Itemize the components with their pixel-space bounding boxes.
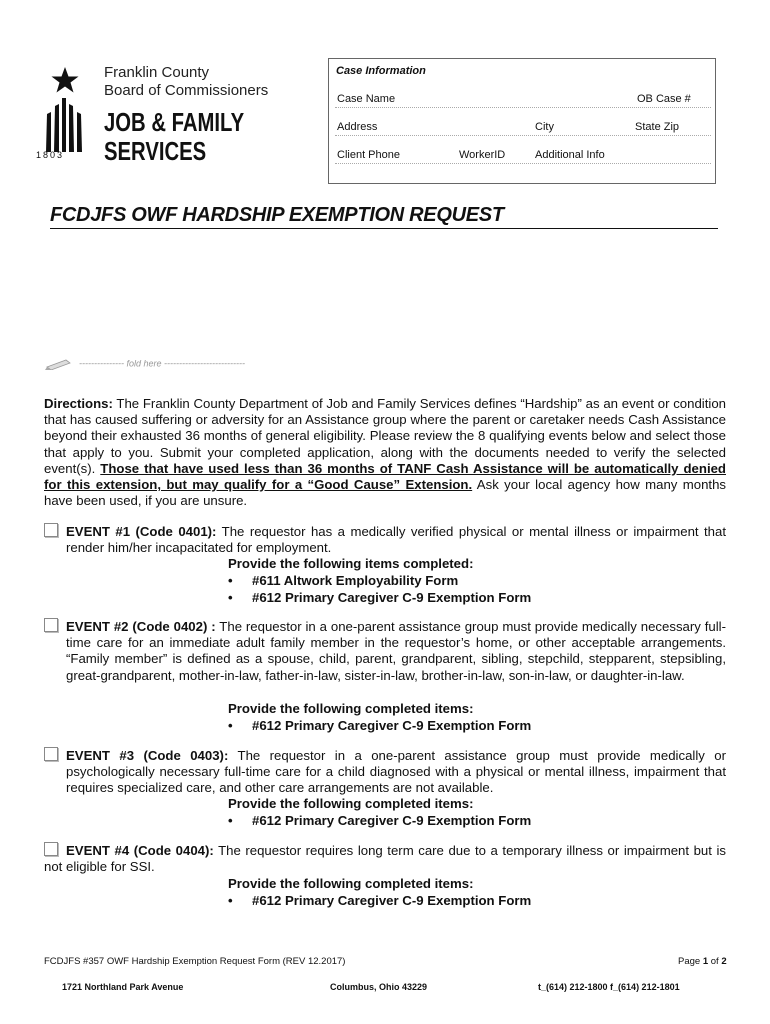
directions-paragraph: Directions: The Franklin County Department of Job and Family Services defines “Hardship” as an event or condition that has caused suffering or adversity for an Assistance group where the parent or caretaker needs Cash Assistance beyond their exhausted 36 months of general eligibility. Please review the 8 qualifying events below and select those that apply to you. Submit your completed application, along with the documents needed to verify the selected event(s). Those that have used less than 36 months of TANF Cash Assistance will be automatically denied for this extension, but may qualify for a “Good Cause” Extension. Ask your local agency how many months have been used, if you are unsure. <box>44 396 726 509</box>
logo-year: 1803 <box>36 150 65 160</box>
additional-info-label: Additional Info <box>535 149 605 161</box>
address-label: Address <box>337 121 378 133</box>
event-2-checkbox[interactable] <box>44 618 58 632</box>
event-4-provide: Provide the following completed items: <box>228 876 474 891</box>
event-3: EVENT #3 (Code 0403): The requestor in a one-parent assistance group must provide medically or psychologically necessary full-time care for a child diagnosed with a physical or mental illness, impairment that requires specialized care, and other care arrangements are not available. <box>44 747 726 797</box>
footer-page-number: Page 1 of 2 <box>678 956 727 967</box>
event-2: EVENT #2 (Code 0402) : The requestor in a one-parent assistance group must provide medically necessary full-time care for an immediate adult family member in the requestor’s home, or other acceptable arrangements. “Family member” is defined as a spouse, child, parent, grandparent, sibling, stepchild, stepparent, stepsibling, great-grandparent, mother-in-law, father-in-law, sister-in-law, brother-in-law, son-in-law, or daughter-in-law. <box>44 618 726 684</box>
state-zip-label: State Zip <box>635 121 680 133</box>
address-row[interactable] <box>335 119 711 136</box>
worker-id-label: WorkerID <box>459 149 506 161</box>
event-1: EVENT #1 (Code 0401): The requestor has a medically verified physical or mental illness or impairment that render him/her incapacitated for employment. <box>44 523 726 556</box>
event-2-item-1: • #612 Primary Caregiver C-9 Exemption Form <box>228 718 532 733</box>
city-label: City <box>535 121 554 133</box>
pencil-icon <box>44 358 74 370</box>
logo-agency-name: JOB & FAMILY SERVICES <box>104 107 245 166</box>
footer-address: 1721 Northland Park Avenue <box>62 982 184 992</box>
star-icon <box>50 66 80 94</box>
case-info-heading: Case Information <box>336 65 426 77</box>
event-3-checkbox[interactable] <box>44 747 58 761</box>
denial-notice: Those that have used less than 36 months of TANF Cash Assistance will be automatically denied for this extension, but may qualify for a “Good Cause” Extension. <box>44 460 726 493</box>
footer-city: Columbus, Ohio 43229 <box>330 982 428 992</box>
event-3-item-1: • #612 Primary Caregiver C-9 Exemption Form <box>228 813 532 828</box>
logo-county-name: Franklin County Board of Commissioners <box>104 64 269 99</box>
directions-label: Directions: <box>44 396 113 411</box>
footer-form-id: FCDJFS #357 OWF Hardship Exemption Request Form (REV 12.2017) <box>44 956 346 967</box>
event-1-item-1: • #611 Altwork Employability Form <box>228 573 459 588</box>
fold-here-text: fold here <box>126 358 162 369</box>
courthouse-pillars-logo <box>44 96 84 152</box>
event-4-checkbox[interactable] <box>44 842 58 856</box>
case-name-label: Case Name <box>337 93 396 105</box>
client-phone-label: Client Phone <box>337 149 400 161</box>
fold-line: --------------- fold here --------------------------- <box>44 358 245 370</box>
form-title: FCDJFS OWF HARDSHIP EXEMPTION REQUEST <box>50 204 718 229</box>
phone-row[interactable] <box>335 147 711 164</box>
footer-phone: t_(614) 212-1800 f_(614) 212-1801 <box>538 982 680 992</box>
event-4-item-1: • #612 Primary Caregiver C-9 Exemption Form <box>228 893 532 908</box>
event-3-provide: Provide the following completed items: <box>228 796 474 811</box>
event-4: EVENT #4 (Code 0404): The requestor requires long term care due to a temporary illness or impairment but is not eligible for SSI. <box>44 843 726 875</box>
event-1-provide: Provide the following items completed: <box>228 556 474 571</box>
case-information-box <box>328 58 716 184</box>
event-1-item-2: • #612 Primary Caregiver C-9 Exemption Form <box>228 590 532 605</box>
ob-case-label: OB Case # <box>637 93 691 105</box>
event-2-provide: Provide the following completed items: <box>228 701 474 716</box>
case-name-row[interactable] <box>335 91 711 108</box>
event-1-checkbox[interactable] <box>44 523 58 537</box>
